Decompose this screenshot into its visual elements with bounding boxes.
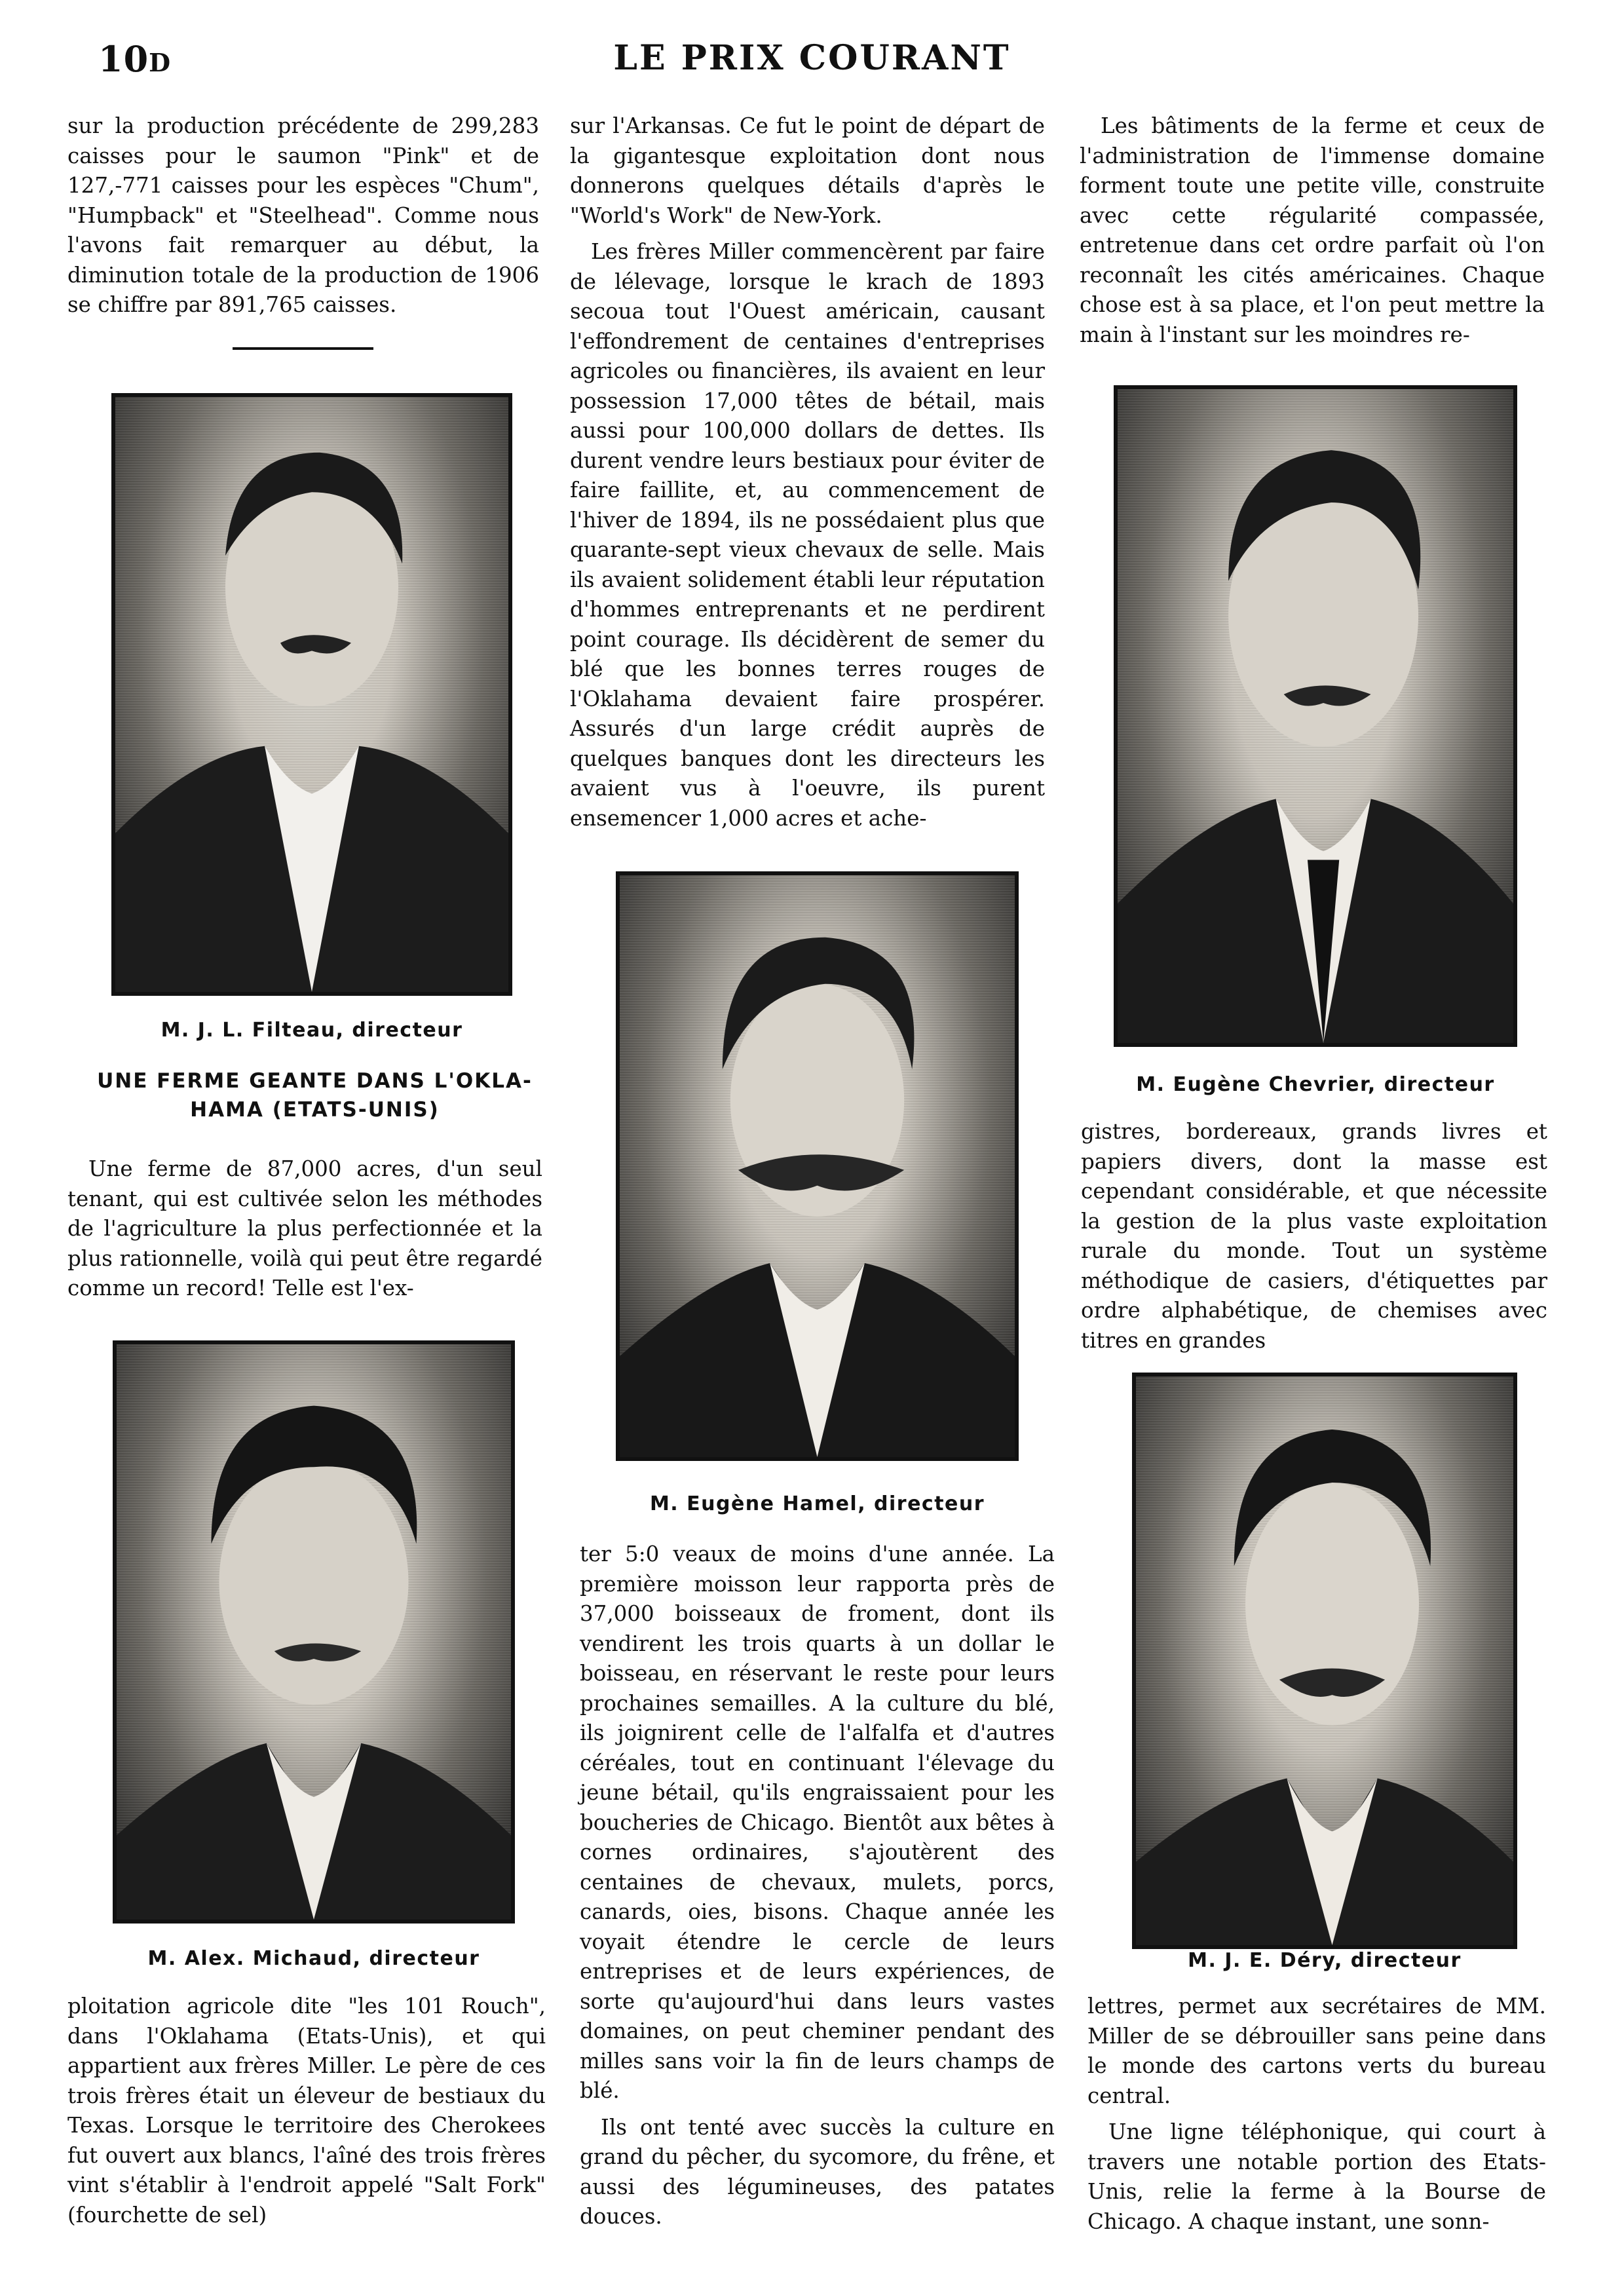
text-left-mid (67, 1154, 542, 1310)
portrait-filteau (111, 393, 512, 996)
paragraph: Une ferme de 87,000 acres, d'un seul tenant, qui est cultivée selon les méthodes de l'agriculture la plus perfectionnée et la plus rationnelle, voilà qui peut être regardé comme un record! Telle est l'ex- (67, 1156, 542, 1300)
page-number: 10D (98, 38, 172, 80)
paragraph: Les frères Miller commencèrent par faire de lélevage, lorsque le krach de 1893 secoua tout l'Ouest américain, causant l'effondrement de centaines d'entreprises agricoles ou financières, ils avaient en leur possession 17,000 têtes de bétail, mais aussi pour 100,000 dollars de dettes. Ils durent vendre leurs bestiaux pour éviter de faire faillite, et, au commencement de l'hiver de 1894, ils ne possédaient plus que quarante-sept vieux chevaux de selle. Mais ils avaient solidement établi leur réputation d'hommes entreprenants et ne perdirent point courage. Ils décidèrent de semer du blé que les bonnes terres rouges de l'Oklahama devaient faire prospérer. Assurés d'un large crédit auprès de quelques banques dont les directeurs les avaient vus à l'oeuvre, ils purent ensemencer 1,000 acres et ache- (570, 239, 1045, 831)
portrait-michaud (113, 1340, 515, 1923)
paragraph: sur la production précédente de 299,283 caisses pour le saumon "Pink" et de 127,-771 caisses pour les espèces "Chum", "Humpback" et "Steelhead". Comme nous l'avons fait remarquer au début, la diminution totale de la production de 1906 se chiffre par 891,765 caisses. (67, 113, 539, 317)
paragraph: ter 5:0 veaux de moins d'une année. La première moisson leur rapporta près de 37,000 boisseaux de froment, dont ils vendirent les trois quarts à un dollar le boisseau, en réservant le reste pour leurs prochaines semailles. A la culture du blé, ils joignirent celle de l'alfalfa et d'autres céréales, tout en continuant l'élevage du jeune bétail, qu'ils engraissaient pour les boucheries de Chicago. Bientôt aux bêtes à cornes ordinaires, s'ajoutèrent des centaines de chevaux, mulets, porcs, canards, oies, bisons. Chaque année les voyait étendre le cercle de leurs entreprises et de leurs expériences, de sorte qu'aujourd'hui dans leurs vastes domaines, on peut cheminer pendant des milles sans voir la fin de leurs champs de blé. (580, 1542, 1055, 2103)
text-right-mid (1081, 1117, 1547, 1362)
portrait-dery (1132, 1373, 1517, 1949)
article-heading-line1: UNE FERME GEANTE DANS L'OKLA- (97, 1069, 533, 1093)
text-right-top (1080, 111, 1545, 356)
portrait-chevrier (1114, 385, 1517, 1047)
text-left-bottom (67, 1992, 546, 2237)
caption-chevrier: M. Eugène Chevrier, directeur (1136, 1073, 1495, 1096)
caption-michaud: M. Alex. Michaud, directeur (147, 1947, 480, 1970)
text-left-top (67, 111, 539, 327)
portrait-hamel (616, 871, 1019, 1461)
article-heading-line2: HAMA (ETATS-UNIS) (190, 1098, 440, 1122)
paragraph: Ils ont tenté avec succès la culture en grand du pêcher, du sycomore, du frêne, et aussi des légumineuses, des patates douces. (580, 2114, 1055, 2229)
paragraph: Une ligne téléphonique, qui court à travers une notable portion des Etats-Unis, relie la ferme à la Bourse de Chicago. A chaque instant, une sonn- (1087, 2119, 1546, 2234)
article-heading (67, 1067, 562, 1124)
section-divider (233, 347, 373, 350)
paragraph: gistres, bordereaux, grands livres et papiers divers, dont la masse est cependant considérable, et que nécessite la gestion de la plus vaste exploitation rurale du monde. Tout un système méthodique de casiers, d'étiquettes par ordre alphabétique, de chemises avec titres en grandes (1081, 1119, 1547, 1353)
caption-hamel: M. Eugène Hamel, directeur (649, 1492, 985, 1515)
paragraph: lettres, permet aux secrétaires de MM. Miller de se débrouiller sans peine dans le monde des cartons verts du bureau central. (1087, 1994, 1546, 2108)
paragraph: ploitation agricole dite "les 101 Rouch", dans l'Oklahama (Etats-Unis), et qui appartient aux frères Miller. Le père de ces trois frères était un éleveur de bestiaux du Texas. Lorsque le territoire des Cherokees fut ouvert aux blancs, l'aîné des trois frères vint s'établir à l'endroit appelé "Salt Fork" (fourchette de sel) (67, 1994, 546, 2227)
caption-filteau: M. J. L. Filteau, directeur (161, 1019, 463, 1042)
text-right-bottom (1087, 1992, 1546, 2243)
publication-title: LE PRIX COURANT (613, 38, 1011, 78)
text-middle-bottom (580, 1540, 1055, 2239)
text-middle-top (570, 111, 1045, 840)
paragraph: sur l'Arkansas. Ce fut le point de départ de la gigantesque exploitation dont nous donnerons quelques détails d'après le "World's Work" de New-York. (570, 113, 1045, 228)
caption-dery: M. J. E. Déry, directeur (1188, 1949, 1462, 1972)
page-header (0, 38, 1624, 90)
paragraph: Les bâtiments de la ferme et ceux de l'administration de l'immense domaine forment toute une petite ville, construite avec cette régularité compassée, entretenue dans cet ordre parfait où l'on reconnaît les cités américaines. Chaque chose est à sa place, et l'on peut mettre la main à l'instant sur les moindres re- (1080, 113, 1545, 347)
